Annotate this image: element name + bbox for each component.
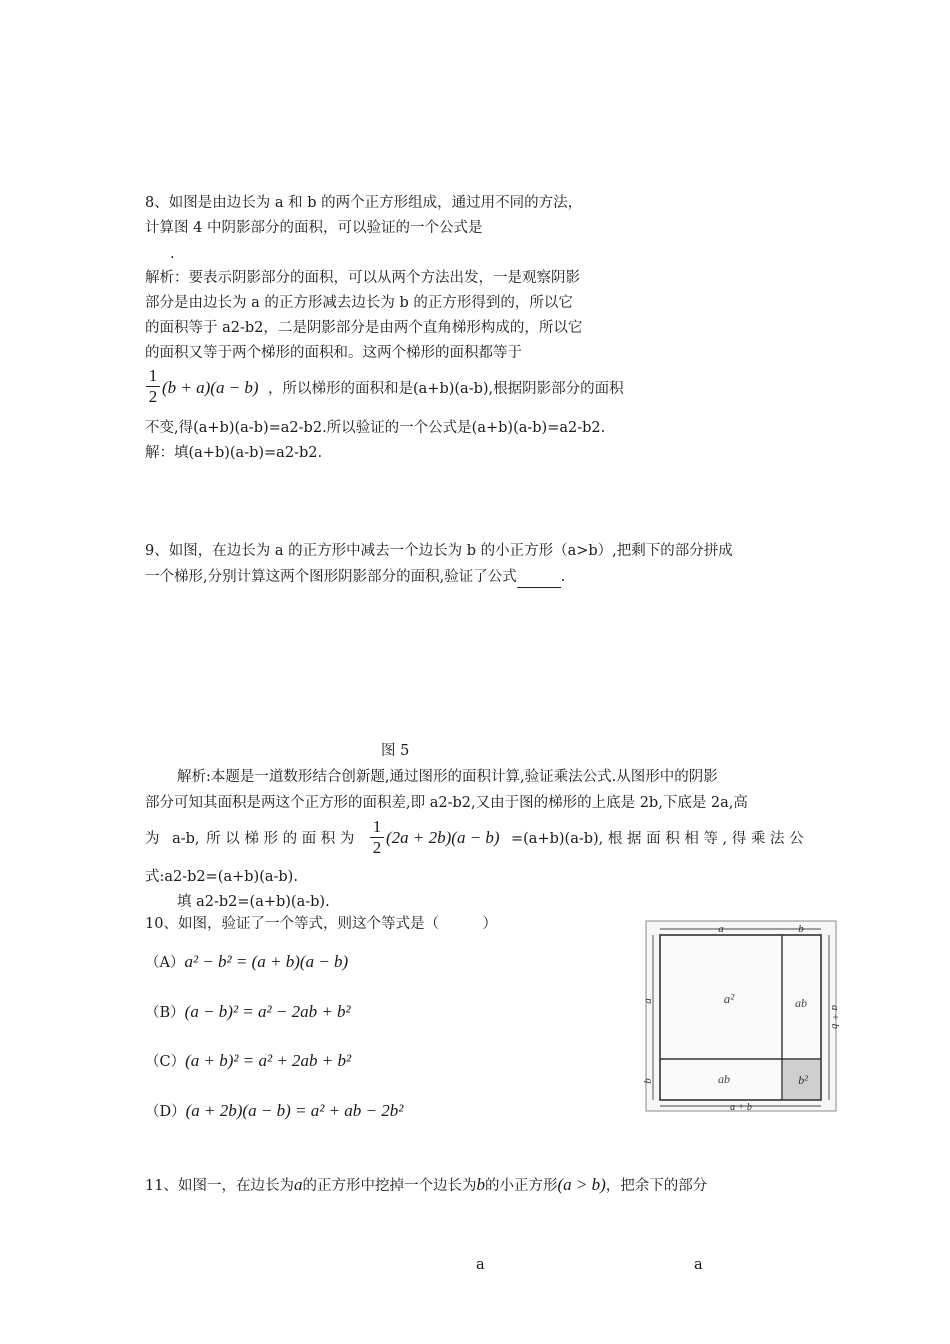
q8-line-2: 计算图 4 中阴影部分的面积，可以验证的一个公式是 (145, 220, 483, 236)
q8-answer-dot: . (170, 246, 175, 262)
q11-line-1 (145, 1175, 707, 1196)
q9-solution-line-2: 部分可知其面积是两这个正方形的面积差,即 a2-b2,又由于图的梯形的上底是 2b,下底是 2a,高 (145, 795, 748, 811)
label-top-a: a (718, 923, 724, 935)
label-right-sum: a + b (829, 1005, 841, 1029)
q11-figure-label-right: a (694, 1257, 703, 1273)
cell-ab-bottom: ab (718, 1072, 730, 1086)
q8-fraction (146, 366, 160, 407)
cell-ab-right: ab (795, 996, 807, 1010)
cell-b2: b² (798, 1073, 808, 1087)
q9-solution-line-3-start (145, 829, 354, 849)
q8-solution-line-3: 的面积等于 a2-b2，二是阴影部分是由两个直角梯形构成的，所以它 (145, 320, 583, 336)
q10-stem: 10、如图，验证了一个等式，则这个等式是（ ） (145, 916, 497, 932)
q10-option-b-expr: (a − b)² = a² − 2ab + b² (184, 1002, 351, 1021)
q9-solution-line-3-end: =(a+b)(a-b), 根 据 面 积 相 等 , 得 乘 法 公 (511, 831, 804, 847)
q11-figure-label-left: a (476, 1257, 485, 1273)
q9-line-2 (145, 567, 565, 588)
q10-option-c[interactable] (145, 1051, 351, 1072)
cell-a2: a² (723, 991, 735, 1006)
q8-solution-line-1: 解析：要表示阴影部分的面积，可以从两个方法出发，一是观察阴影 (145, 270, 580, 286)
q11-text-1: 11、如图一，在边长为 (145, 1178, 294, 1194)
q10-option-c-label: （C） (145, 1054, 186, 1070)
q10-option-d-expr: (a + 2b)(a − b) = a² + ab − 2b² (185, 1101, 404, 1120)
q9-line-1: 9、如图，在边长为 a 的正方形中减去一个边长为 b 的小正方形（a>b）,把剩下的部分拼成 (145, 543, 733, 559)
q9-sol3-trapezoid: 所 以 梯 形 的 面 积 为 (206, 831, 355, 847)
q8-solution-line-6: 不变,得(a+b)(a-b)=a2-b2.所以验证的一个公式是(a+b)(a-b)=a2-b2. (145, 420, 606, 436)
q8-line-1: 8、如图是由边长为 a 和 b 的两个正方形组成，通过用不同的方法， (145, 195, 583, 211)
q8-fraction-expression: (b + a)(a − b) (162, 378, 259, 397)
q9-fraction-numerator: 1 (372, 817, 382, 836)
label-left-a: a (642, 998, 654, 1004)
q9-answer-blank (517, 567, 561, 588)
q8-fraction-numerator: 1 (148, 366, 158, 385)
q9-fraction-expression: (2a + 2b)(a − b) (386, 828, 500, 847)
q9-line-2-end: . (560, 569, 566, 585)
q11-var-a: a (293, 1175, 303, 1194)
q11-condition: (a > b) (557, 1175, 606, 1194)
q9-fraction-denominator: 2 (370, 837, 384, 858)
figure-5-caption: 图 5 (381, 743, 410, 759)
q11-text-2: 的正方形中挖掉一个边长为 (302, 1178, 477, 1194)
q10-option-d-label: （D） (145, 1104, 186, 1120)
q9-answer: 填 a2-b2=(a+b)(a-b). (177, 894, 330, 910)
q11-var-b: b (476, 1175, 485, 1194)
q10-option-d[interactable] (145, 1101, 403, 1122)
q9-line-2-text: 一个梯形,分别计算这两个图形阴影部分的面积,验证了公式 (145, 569, 517, 585)
q10-square-diagram (642, 921, 841, 1113)
label-left-b: b (642, 1078, 654, 1084)
q10-option-a-label: （A） (145, 955, 185, 971)
q8-solution-line-2: 部分是由边长为 a 的正方形减去边长为 b 的正方形得到的，所以它 (145, 295, 573, 311)
q9-solution-line-4: 式:a2-b2=(a+b)(a-b). (145, 869, 298, 885)
q9-sol3-height: a-b, (172, 831, 200, 847)
q8-solution-line-4: 的面积又等于两个梯形的面积和。这两个梯形的面积都等于 (145, 345, 522, 361)
q9-fraction (370, 817, 384, 858)
q10-option-c-expr: (a + b)² = a² + 2ab + b² (185, 1051, 352, 1070)
q10-option-a[interactable] (145, 952, 348, 973)
q11-text-3: 的小正方形 (484, 1178, 558, 1194)
q8-fraction-denominator: 2 (146, 386, 160, 407)
label-bottom-sum: a + b (730, 1102, 752, 1113)
q10-option-a-expr: a² − b² = (a + b)(a − b) (184, 952, 349, 971)
q8-solution-line-5: ，所以梯形的面积和是(a+b)(a-b),根据阴影部分的面积 (268, 381, 624, 397)
q9-solution-line-1: 解析:本题是一道数形结合创新题,通过图形的面积计算,验证乘法公式.从图形中的阴影 (177, 769, 718, 785)
q11-text-4: ，把余下的部分 (605, 1178, 708, 1194)
label-top-b: b (798, 923, 804, 935)
q8-answer: 解：填(a+b)(a-b)=a2-b2. (145, 445, 323, 461)
q9-sol3-wei: 为 (145, 831, 160, 847)
q10-option-b[interactable] (145, 1002, 351, 1023)
q10-option-b-label: （B） (145, 1005, 185, 1021)
